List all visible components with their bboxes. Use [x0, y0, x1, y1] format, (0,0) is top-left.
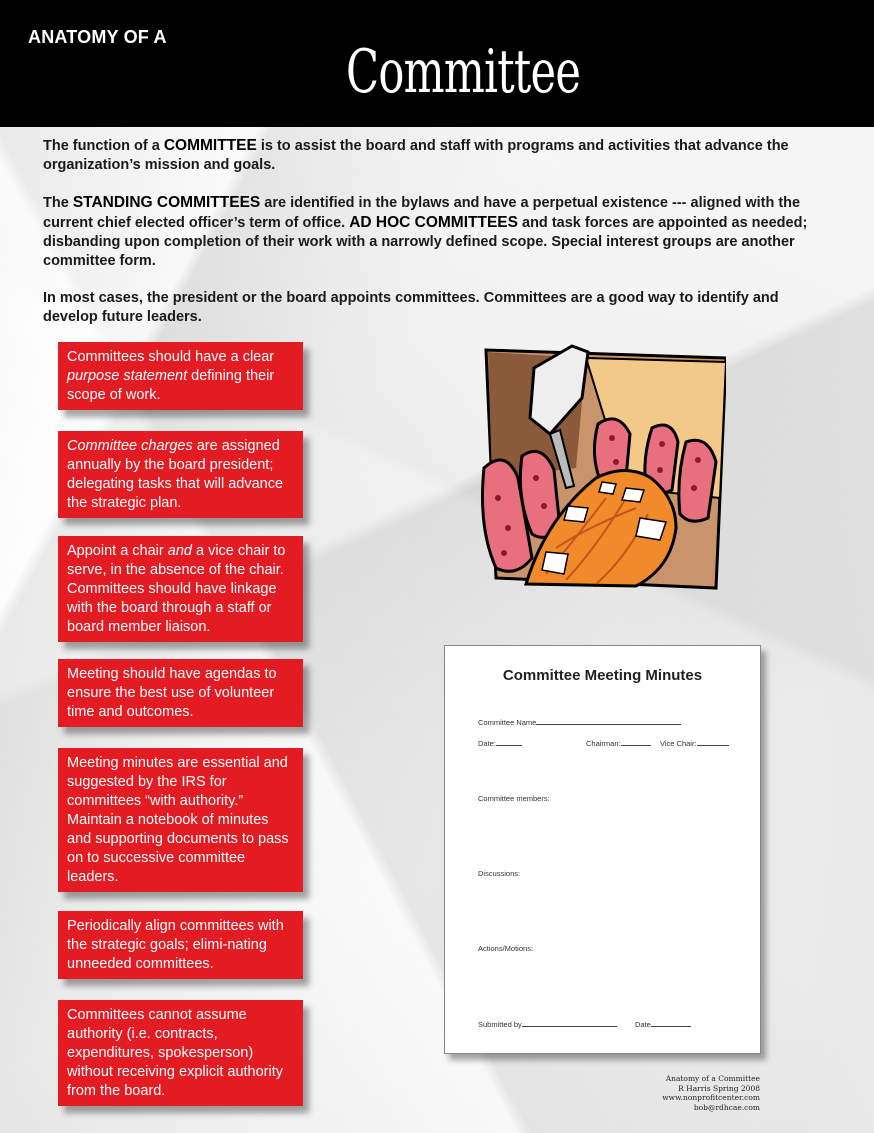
callout-minutes: Meeting minutes are essential and suggested by the IRS for committees “with authority.” Maintain a notebook of minutes and supporting documents to pass on to successive committee leaders.: [58, 748, 303, 892]
intro-paragraph-1: The function of a COMMITTEE is to assist the board and staff with programs and activities that advance the organization’s mission and goals.: [43, 137, 789, 173]
intro-paragraph-3: In most cases, the president or the board appoints committees. Committees are a good way to identify and develop future leaders.: [43, 290, 779, 325]
callout-agendas: Meeting should have agendas to ensure the best use of volunteer time and outcomes.: [58, 659, 303, 727]
form-committee-members: Committee members:: [478, 794, 550, 803]
term-standing-committees: STANDING COMMITTEES: [72, 194, 261, 211]
form-discussions: Discussions:: [478, 869, 521, 878]
form-vice-chair: Vice Chair:: [660, 739, 729, 748]
meeting-table-illustration: [476, 338, 726, 598]
callout-committee-charges: Committee charges are assigned annually by the board president; delegating tasks that will advance the strategic plan.: [58, 431, 303, 518]
intro-paragraph-2: The STANDING COMMITTEES are identified in the bylaws and have a perpetual existence --- aligned with the current chief elected officer’s term of office. AD HOC COMMITTEES and task forces are appointed as needed; disbanding upon completion of their work with a narrowly defined scope. Special interest groups are another committee form.: [43, 194, 808, 269]
form-actions-motions: Actions/Motions:: [478, 944, 534, 953]
credit-title: Anatomy of a Committee: [665, 1074, 760, 1083]
header-kicker: ANATOMY OF A: [28, 27, 167, 47]
footer-credits: [600, 1074, 760, 1112]
term-ad-hoc-committees: AD HOC COMMITTEES: [349, 214, 518, 231]
form-committee-name: Committee Name: [478, 718, 681, 727]
callout-authority: Committees cannot assume authority (i.e. contracts, expenditures, spokesperson) without receiving explicit authority from the board.: [58, 1000, 303, 1106]
credit-author: R Harris Spring 2008: [678, 1083, 760, 1093]
intro-text: [43, 136, 835, 345]
form-submitted-by: Submitted by: [478, 1020, 617, 1029]
callout-chair: Appoint a chair and a vice chair to serve, in the absence of the chair. Committees should have linkage with the board through a staff or board member liaison.: [58, 536, 303, 642]
credit-email: bob@rdhcae.com: [693, 1102, 760, 1112]
form-title: Committee Meeting Minutes: [502, 667, 703, 684]
credit-website: www.nonprofitcenter.com: [662, 1093, 760, 1102]
form-date-submitted: Date: [635, 1020, 691, 1029]
form-chairman: Chairman:: [586, 739, 651, 748]
form-date: Date:: [478, 739, 522, 748]
callout-purpose-statement: Committees should have a clear purpose statement defining their scope of work.: [58, 342, 303, 410]
term-committee: COMMITTEE: [163, 137, 257, 154]
callout-align-goals: Periodically align committees with the strategic goals; elimi-nating unneeded committees.: [58, 911, 303, 979]
page-title: Committee: [346, 37, 581, 107]
minutes-form: [444, 645, 761, 1054]
header-band: [0, 0, 874, 127]
